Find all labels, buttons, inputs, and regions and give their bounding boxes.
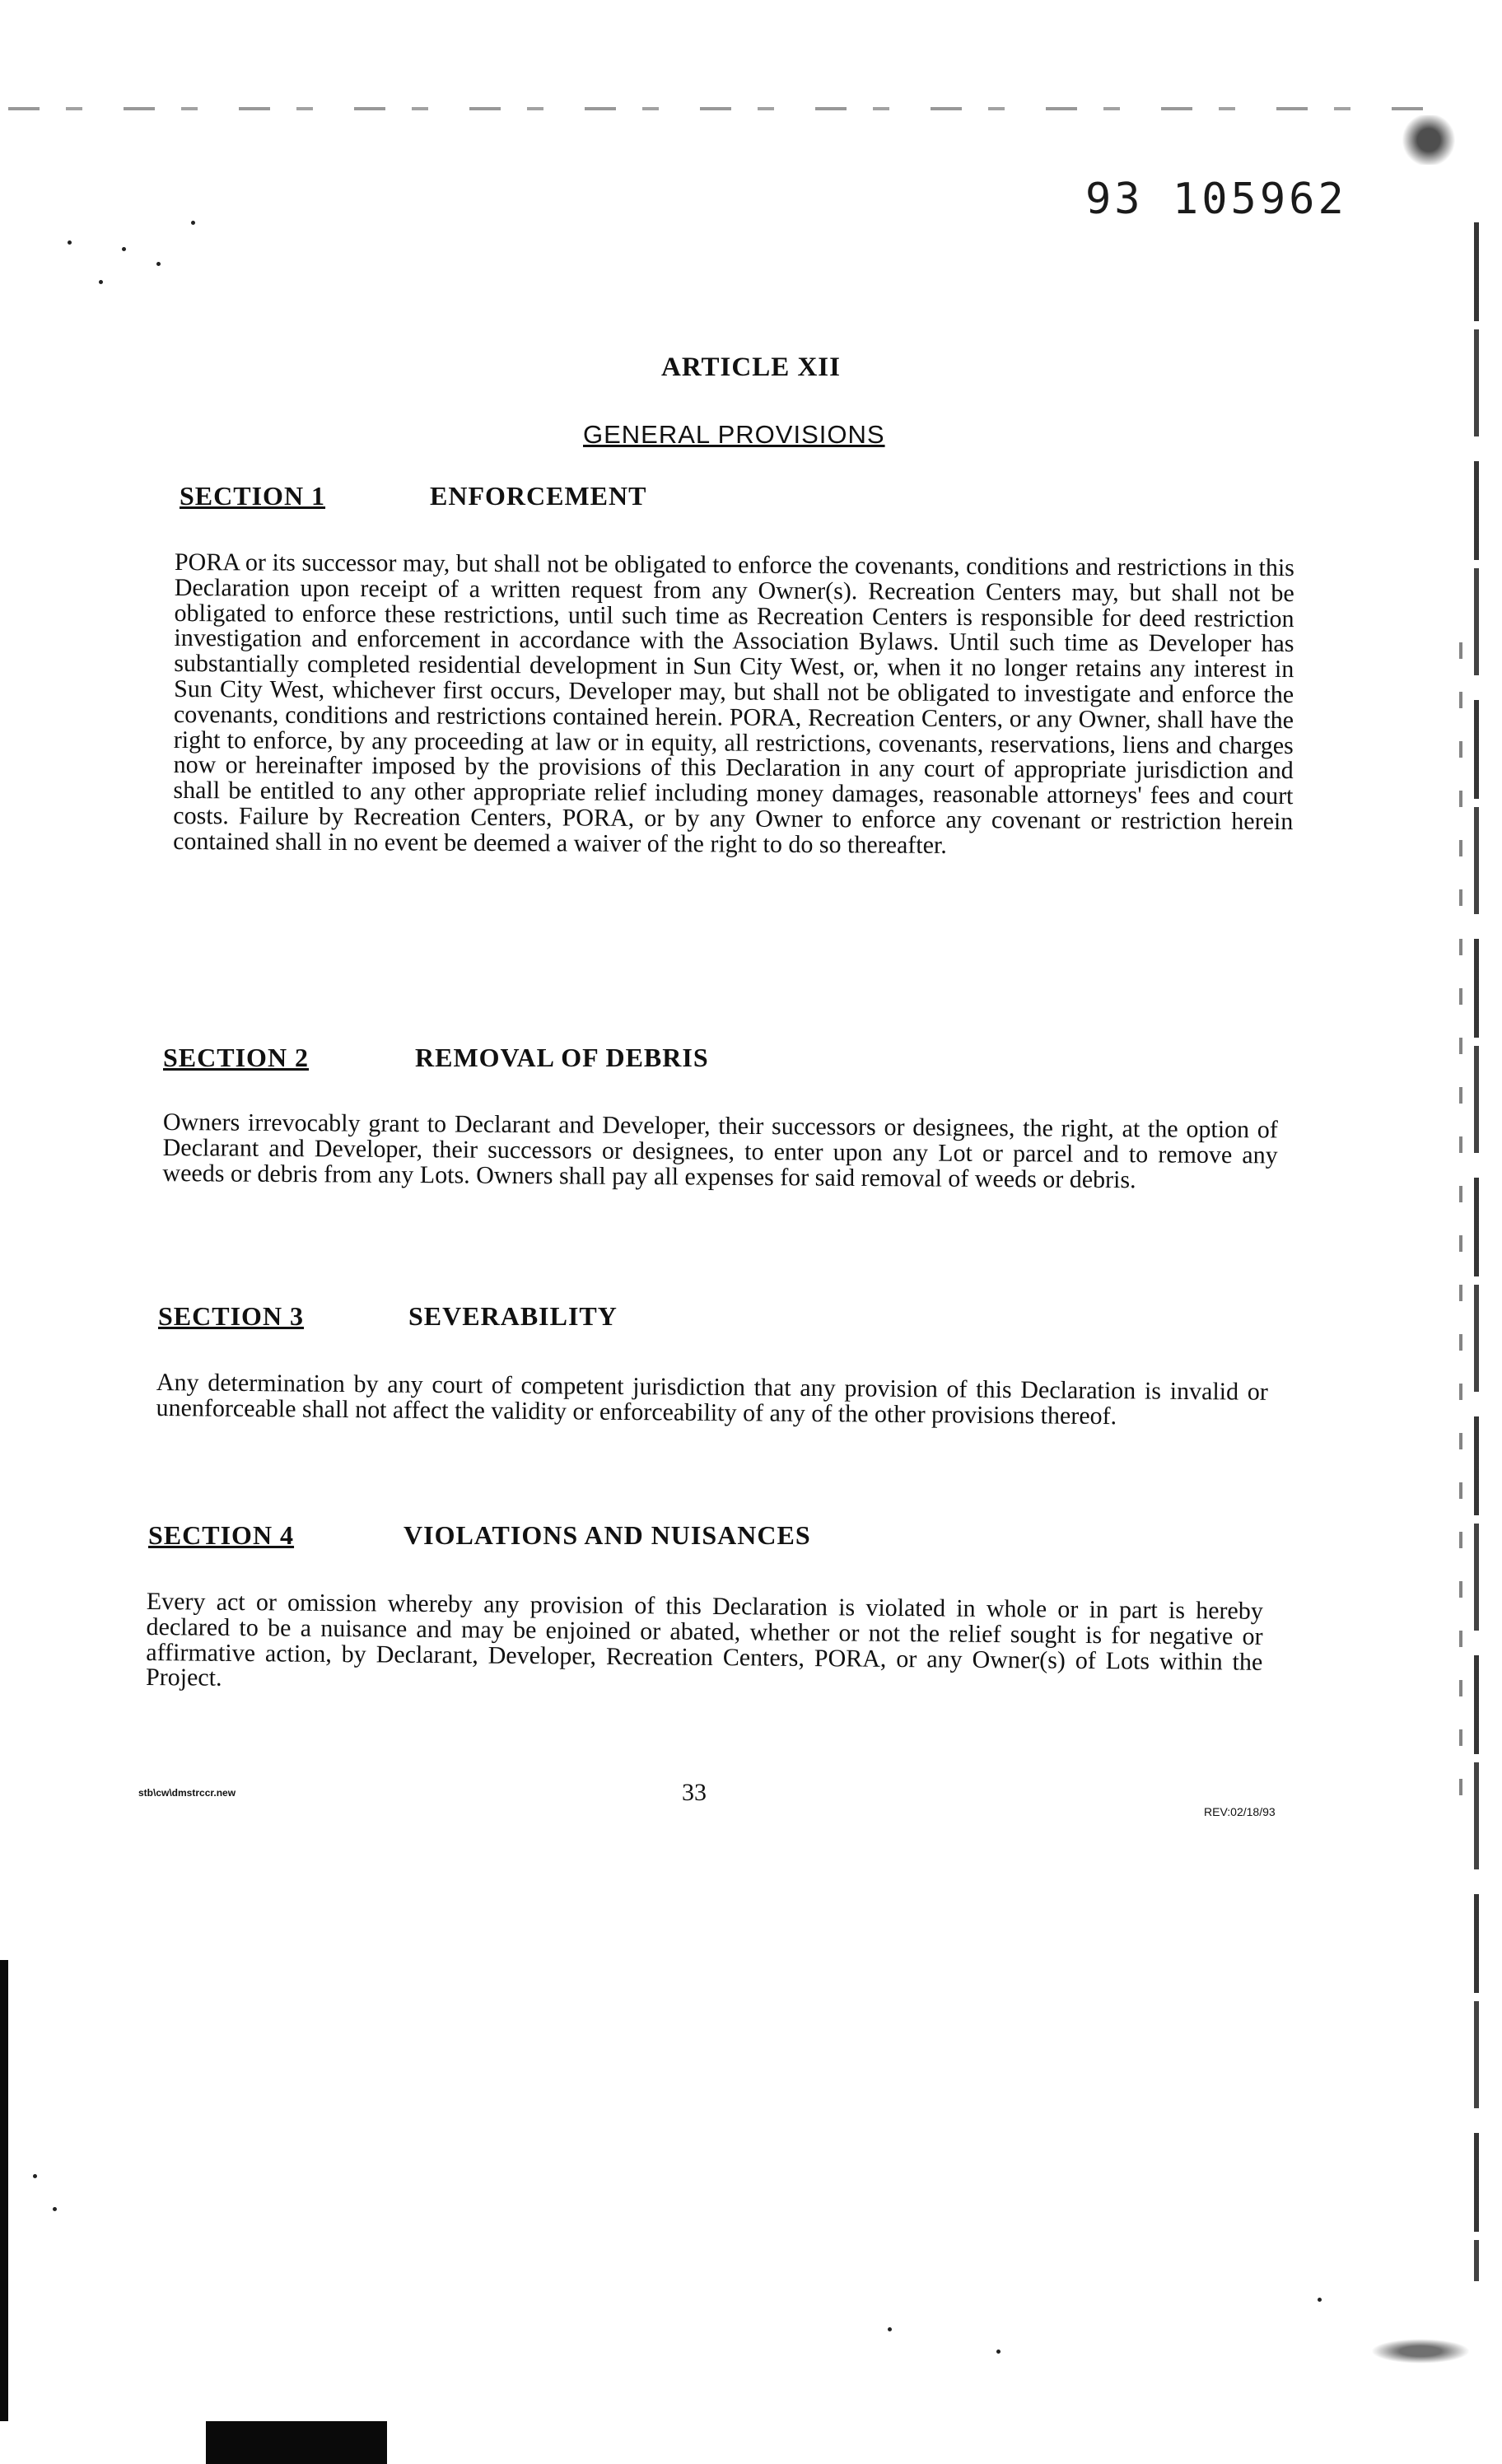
scan-artifact-top-line [8, 107, 1441, 110]
section-severability [0, 1301, 1502, 1430]
scan-speck [191, 221, 195, 225]
scan-speck [53, 2207, 57, 2211]
section-body: Every act or omission whereby any provision of this Declaration is violated in whole or in part is hereby declared to be a nuisance and may be enjoined or abated, whether or not the relief sought is for negative or affirmative action, by Declarant, Developer, Recreation Centers, PORA, or any Owner(s) of Lots within the Project. [145, 1588, 1263, 1692]
section-heading [0, 481, 1502, 522]
section-title: SEVERABILITY [408, 1301, 618, 1331]
section-label: SECTION 3 [158, 1301, 305, 1331]
section-body: PORA or its successor may, but shall not be obligated to enforce the covenants, conditions and restrictions in this Declaration upon receipt of a written request from any Owner(s). Recreation Centers may, but shall not be obligated to enforce these restrictions, until such time as Recreation Centers is responsible for deed restriction investigation and enforcement in accordance with the Association Bylaws. Until such time as Developer has substantially completed residential development in Sun City West, or, when it no longer retains any interest in Sun City West, whichever first occurs, Developer may, but shall not be obligated to investigate and enforce the covenants, conditions and restrictions contained herein. PORA, Recreation Centers, or any Owner, shall have the right to enforce, by any proceeding at law or in equity, all restrictions, covenants, reservations, liens and charges now or hereinafter imposed by the provisions of this Declaration in any court of appropriate jurisdiction and shall be entitled to any other appropriate relief including money damages, reasonable attorneys' fees and court costs. Failure by Recreation Centers, PORA, or by any Owner to enforce any covenant or restriction herein contained shall in no event be deemed a waiver of the right to do so thereafter. [173, 548, 1294, 859]
scan-speck [33, 2174, 37, 2178]
section-enforcement [0, 481, 1502, 859]
scan-speck [996, 2350, 1001, 2354]
article-subtitle: GENERAL PROVISIONS [583, 420, 885, 449]
scan-speck [68, 240, 72, 245]
page-number: 33 [682, 1779, 707, 1806]
scan-artifact-corner-mark [1400, 115, 1458, 165]
article-title: ARTICLE XII [661, 352, 841, 382]
scan-speck [122, 247, 126, 251]
section-body: Owners irrevocably grant to Declarant and Developer, their successors or designees, the right, at the option of Declarant and Developer, their successors or designees, to enter upon any Lot or parcel and to remove any weeds or debris from any Lots. Owners shall pay all expenses for said removal of weeds or debris. [162, 1108, 1278, 1193]
file-reference: stb\cw\dmstrccr.new [138, 1787, 236, 1799]
scan-artifact-right-edge [1474, 222, 1479, 2281]
section-heading [0, 1043, 1502, 1084]
scan-artifact-bottom-right-mark [1371, 2339, 1470, 2364]
section-label: SECTION 1 [180, 481, 326, 511]
scan-speck [1318, 2298, 1322, 2302]
section-heading [0, 1301, 1502, 1342]
section-title: REMOVAL OF DEBRIS [415, 1043, 709, 1072]
section-label: SECTION 2 [163, 1043, 310, 1072]
scan-artifact-right-edge-dots [1459, 642, 1462, 1795]
section-violations-and-nuisances [0, 1520, 1502, 1692]
scan-artifact-left-bar [0, 1960, 8, 2421]
scan-speck [156, 262, 161, 266]
section-removal-of-debris [0, 1043, 1502, 1193]
scan-speck [99, 280, 103, 284]
scan-artifact-bottom-bar [206, 2421, 387, 2464]
section-title: VIOLATIONS AND NUISANCES [403, 1520, 811, 1550]
section-body: Any determination by any court of competent jurisdiction that any provision of this Declaration is invalid or unenforceable shall not affect the validity or enforceability of any of the other provisions thereof. [156, 1369, 1268, 1430]
section-label: SECTION 4 [148, 1520, 295, 1550]
section-title: ENFORCEMENT [430, 481, 647, 511]
document-number: 93 105962 [1085, 175, 1347, 224]
section-heading [0, 1520, 1502, 1561]
scan-speck [888, 2327, 892, 2331]
revision-date: REV:02/18/93 [1204, 1805, 1276, 1818]
